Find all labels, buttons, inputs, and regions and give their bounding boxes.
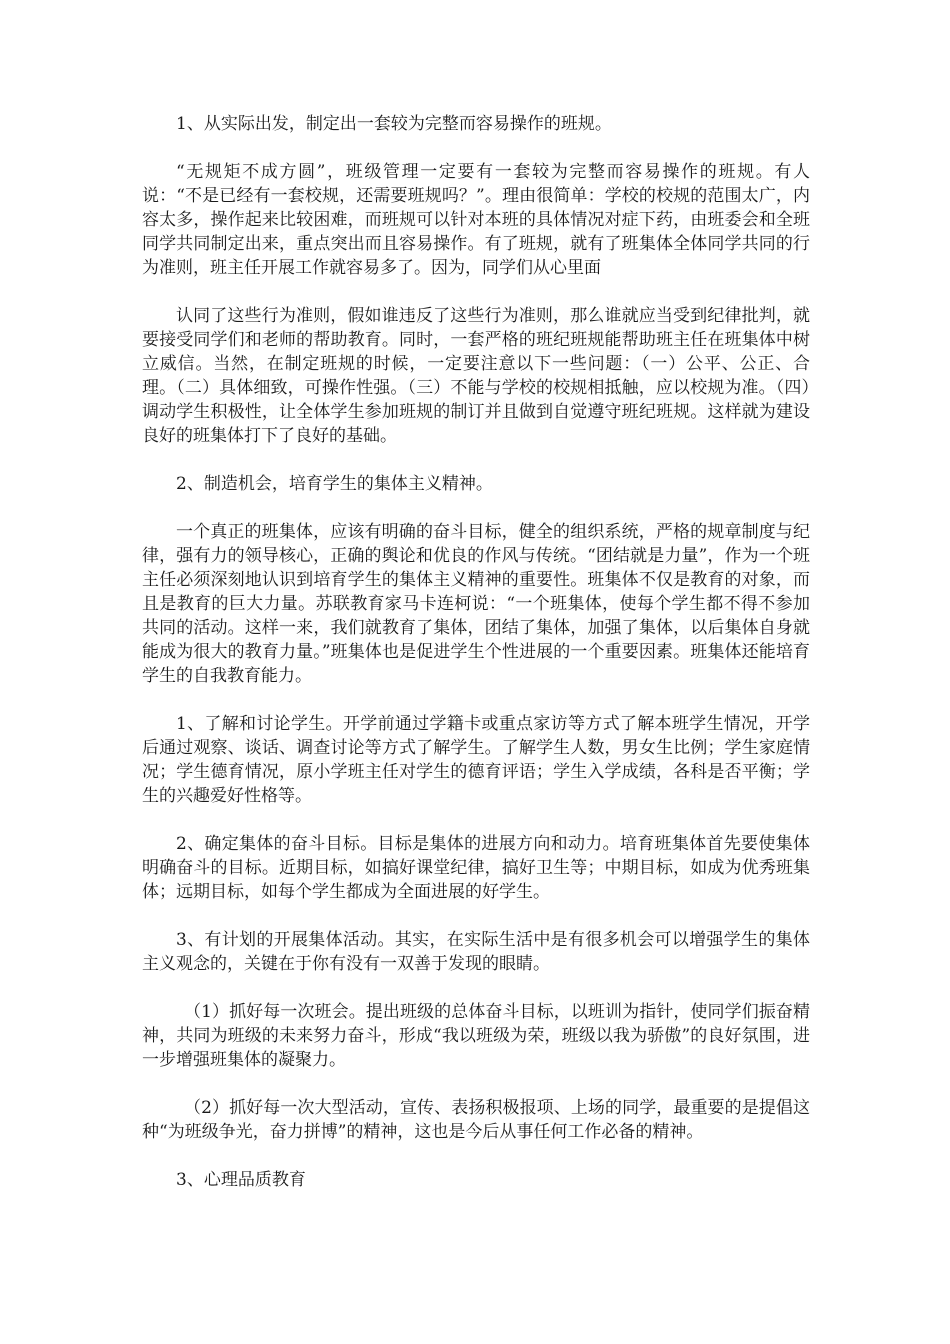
section-heading-2: 2、制造机会，培育学生的集体主义精神。 bbox=[176, 474, 493, 494]
paragraph-large-events: （2）抓好每一次大型活动，宣传、表扬积极报项、上场的同学，最重要的是提倡这种“为班级争光，奋力拼博”的精神，这也是今后从事任何工作必备的精神。 bbox=[142, 1098, 810, 1142]
document-body bbox=[142, 112, 810, 1216]
paragraph-class-rules: “无规矩不成方圆”，班级管理一定要有一套较为完整而容易操作的班规。有人说：“不是已经有一套校规，还需要班规吗？”。理由很简单：学校的校规的范围太广，内容太多，操作起来比较困难，而班规可以针对本班的具体情况对症下药，由班委会和全班同学共同制定出来，重点突出而且容易操作。有了班规，就有了班集体全体同学共同的行为准则，班主任开展工作就容易多了。因为，同学们从心里面 bbox=[142, 162, 810, 278]
section-heading-1: 1、从实际出发，制定出一套较为完整而容易操作的班规。 bbox=[176, 114, 612, 134]
paragraph-collective-goals: 2、确定集体的奋斗目标。目标是集体的进展方向和动力。培育班集体首先要使集体明确奋斗的目标。近期目标，如搞好课堂纪律，搞好卫生等；中期目标，如成为优秀班集体；远期目标，如每个学生都成为全面进展的好学生。 bbox=[142, 834, 810, 902]
paragraph-class-meeting: （1）抓好每一次班会。提出班级的总体奋斗目标，以班训为指针，使同学们振奋精神，共同为班级的未来努力奋斗，形成“我以班级为荣，班级以我为骄傲”的良好氛围，进一步增强班集体的凝聚力。 bbox=[142, 1002, 810, 1070]
paragraph-collective-activities: 3、有计划的开展集体活动。其实，在实际生活中是有很多机会可以增强学生的集体主义观念的，关键在于你有没有一双善于发现的眼睛。 bbox=[142, 930, 810, 974]
paragraph-collective-spirit: 一个真正的班集体，应该有明确的奋斗目标，健全的组织系统，严格的规章制度与纪律，强有力的领导核心，正确的舆论和优良的作风与传统。“团结就是力量”，作为一个班主任必须深刻地认识到培育学生的集体主义精神的重要性。班集体不仅是教育的对象，而且是教育的巨大力量。苏联教育家马卡连柯说：“一个班集体，使每个学生都不得不参加共同的活动。这样一来，我们就教育了集体，团结了集体，加强了集体，以后集体自身就能成为很大的教育力量。”班集体也是促进学生个性进展的一个重要因素。班集体还能培育学生的自我教育能力。 bbox=[142, 522, 810, 686]
paragraph-understand-students: 1、了解和讨论学生。开学前通过学籍卡或重点家访等方式了解本班学生情况，开学后通过观察、谈话、调查讨论等方式了解学生。了解学生人数，男女生比例；学生家庭情况；学生德育情况，原小学班主任对学生的德育评语；学生入学成绩，各科是否平衡；学生的兴趣爱好性格等。 bbox=[142, 714, 810, 806]
section-heading-3: 3、心理品质教育 bbox=[176, 1170, 306, 1190]
paragraph-rules-continued: 认同了这些行为准则，假如谁违反了这些行为准则，那么谁就应当受到纪律批判，就要接受同学们和老师的帮助教育。同时，一套严格的班纪班规能帮助班主任在班集体中树立威信。当然，在制定班规的时候，一定要注意以下一些问题：（一）公平、公正、合理。（二）具体细致，可操作性强。（三）不能与学校的校规相抵触，应以校规为准。（四）调动学生积极性，让全体学生参加班规的制订并且做到自觉遵守班纪班规。这样就为建设良好的班集体打下了良好的基础。 bbox=[142, 306, 810, 446]
